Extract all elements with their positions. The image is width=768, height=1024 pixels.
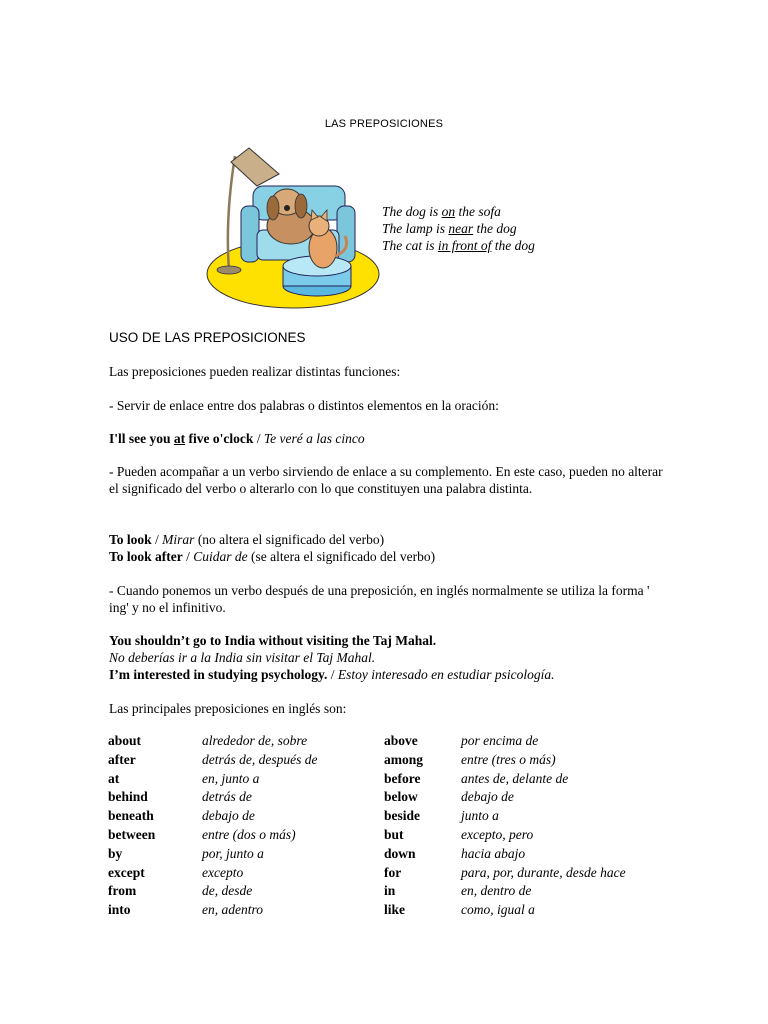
preposition-en: into (108, 902, 131, 918)
preposition-en: beneath (108, 808, 154, 824)
preposition-en: among (384, 751, 424, 767)
illustration-caption (382, 203, 535, 254)
translation-es: alrededor de, sobre (202, 733, 308, 748)
table-row (108, 827, 626, 846)
preposition-en: but (384, 826, 404, 842)
example-1: I'll see you at five o'clock / Te veré a las cinco (109, 431, 365, 446)
list-intro: Las principales preposiciones en inglés son: (109, 701, 347, 716)
preposition-highlight: on (441, 204, 456, 219)
preposition-en: in (384, 883, 396, 899)
table-row (108, 846, 626, 865)
preposition-en: beside (384, 808, 421, 824)
preposition-highlight: at (173, 431, 186, 446)
prepositions-table (108, 733, 626, 921)
preposition-en: like (384, 902, 406, 918)
translation-es: excepto (202, 864, 244, 880)
dog-sofa-illustration (205, 146, 381, 312)
preposition-highlight: in front of (437, 238, 492, 253)
preposition-en: behind (108, 789, 148, 805)
example-3-spanish-1: No deberías ir a la India sin visitar el Taj Mahal. (109, 650, 376, 665)
preposition-en: before (384, 770, 421, 786)
translation-es: excepto, pero (461, 826, 534, 842)
translation-es: hacia abajo (461, 845, 526, 861)
translation-es: en, junto a (202, 770, 260, 786)
preposition-en: except (108, 864, 145, 880)
table-row (108, 808, 626, 827)
preposition-en: for (384, 864, 402, 880)
table-row (108, 771, 626, 790)
caption-line: The cat is in front of the dog (382, 238, 535, 253)
table-row (108, 883, 626, 902)
example-2a: To look / Mirar (no altera el significado del verbo) (109, 532, 385, 547)
preposition-en: below (384, 789, 418, 805)
preposition-en: by (108, 845, 123, 861)
preposition-en: between (108, 826, 156, 842)
translation-es: antes de, delante de (461, 770, 569, 786)
example-3-english-1: You shouldn’t go to India without visiting the Taj Mahal. (109, 633, 437, 648)
preposition-en: down (384, 845, 416, 861)
table-row (108, 733, 626, 752)
translation-es: detrás de (202, 789, 252, 805)
translation-es: por, junto a (202, 845, 264, 861)
translation-es: como, igual a (461, 902, 535, 918)
table-row (108, 902, 626, 921)
translation-es: debajo de (202, 808, 255, 824)
translation-es: en, adentro (202, 902, 263, 918)
intro-paragraph: Las preposiciones pueden realizar distintas funciones: (109, 364, 401, 379)
caption-line: The dog is on the sofa (382, 204, 501, 219)
translation-es: para, por, durante, desde hace (461, 864, 626, 880)
translation-es: detrás de, después de (202, 751, 318, 767)
table-row (108, 865, 626, 884)
usage-point-2: - Pueden acompañar a un verbo sirviendo de enlace a su complemento. En este caso, pueden no alterar el significado del verbo o alterarlo con lo que constituyen una palabra distinta. (109, 464, 663, 496)
example-2b: To look after / Cuidar de (se altera el significado del verbo) (109, 549, 436, 564)
example-3 (109, 632, 669, 683)
translation-es: por encima de (461, 733, 539, 748)
translation-es: debajo de (461, 789, 514, 805)
translation-es: entre (tres o más) (461, 751, 556, 767)
translation-es: junto a (461, 808, 499, 824)
translation-es: en, dentro de (461, 883, 532, 899)
table-row (108, 789, 626, 808)
usage-point-1: - Servir de enlace entre dos palabras o distintos elementos en la oración: (109, 398, 499, 413)
preposition-en: from (108, 883, 137, 899)
example-3-line-2: I’m interested in studying psychology. / Estoy interesado en estudiar psicología. (109, 667, 555, 682)
section-heading: USO DE LAS PREPOSICIONES (109, 330, 306, 345)
caption-line: The lamp is near the dog (382, 221, 517, 236)
preposition-highlight: near (448, 221, 474, 236)
table-row (108, 752, 626, 771)
usage-point-3: - Cuando ponemos un verbo después de una preposición, en inglés normalmente se utiliza la forma ' ing' y no el infinitivo. (109, 583, 650, 615)
preposition-en: after (108, 751, 136, 767)
translation-es: de, desde (202, 883, 253, 899)
translation-es: entre (dos o más) (202, 826, 296, 842)
preposition-en: above (384, 733, 418, 748)
preposition-en: about (108, 733, 142, 748)
page-title: LAS PREPOSICIONES (324, 118, 444, 130)
preposition-en: at (108, 770, 120, 786)
